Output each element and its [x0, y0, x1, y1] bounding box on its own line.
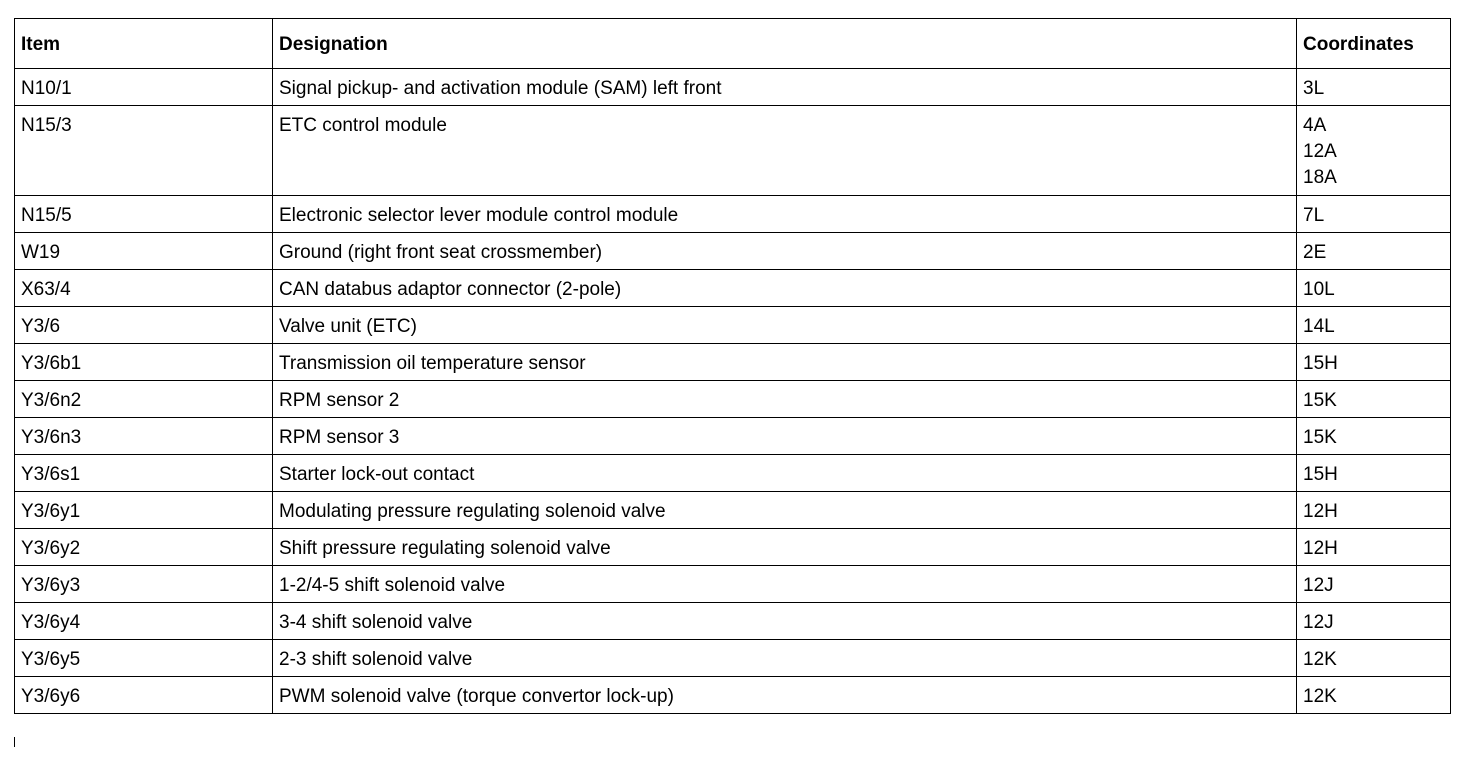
designation-text: ETC control module [273, 106, 1297, 196]
table-row [15, 677, 1451, 714]
item-code: Y3/6b1 [15, 344, 273, 381]
designation-text: CAN databus adaptor connector (2-pole) [273, 270, 1297, 307]
coordinate-value: 12H [1303, 501, 1338, 522]
designation-text: 1-2/4-5 shift solenoid valve [273, 566, 1297, 603]
coordinate-value: 10L [1303, 279, 1335, 300]
table-body [15, 69, 1451, 714]
item-code: Y3/6y2 [15, 529, 273, 566]
table-row [15, 270, 1451, 307]
table-row [15, 307, 1451, 344]
table-row [15, 381, 1451, 418]
table-row [15, 69, 1451, 106]
designation-text: Shift pressure regulating solenoid valve [273, 529, 1297, 566]
item-code: Y3/6y1 [15, 492, 273, 529]
coordinates-cell [1297, 455, 1451, 492]
header-designation: Designation [273, 19, 1297, 69]
table-row [15, 455, 1451, 492]
table-row [15, 492, 1451, 529]
coordinate-value: 4A [1303, 115, 1327, 136]
coordinates-cell [1297, 381, 1451, 418]
coordinates-cell [1297, 106, 1451, 196]
table-header [15, 19, 1451, 69]
coordinate-value: 12J [1303, 575, 1334, 596]
item-code: Y3/6 [15, 307, 273, 344]
coordinates-cell [1297, 344, 1451, 381]
table-row [15, 344, 1451, 381]
item-code: N15/5 [15, 196, 273, 233]
coordinates-cell [1297, 196, 1451, 233]
table-row [15, 529, 1451, 566]
coordinate-value: 12J [1303, 612, 1334, 633]
coordinates-cell [1297, 529, 1451, 566]
coordinate-value: 15H [1303, 353, 1338, 374]
item-code: Y3/6y4 [15, 603, 273, 640]
coordinate-value: 14L [1303, 316, 1335, 337]
coordinates-cell [1297, 418, 1451, 455]
header-item: Item [15, 19, 273, 69]
designation-text: RPM sensor 2 [273, 381, 1297, 418]
item-code: Y3/6y5 [15, 640, 273, 677]
coordinate-value: 12A [1303, 141, 1337, 162]
coordinate-value: 18A [1303, 167, 1337, 188]
coordinate-value: 12K [1303, 686, 1337, 707]
coordinate-value: 15H [1303, 464, 1338, 485]
designation-text: Starter lock-out contact [273, 455, 1297, 492]
coordinates-cell [1297, 677, 1451, 714]
item-code: Y3/6y3 [15, 566, 273, 603]
item-code: Y3/6s1 [15, 455, 273, 492]
table-row [15, 106, 1451, 196]
coordinate-value: 12H [1303, 538, 1338, 559]
coordinates-cell [1297, 69, 1451, 106]
designation-text: PWM solenoid valve (torque convertor lock-up) [273, 677, 1297, 714]
item-code: W19 [15, 233, 273, 270]
coordinate-value: 12K [1303, 649, 1337, 670]
designation-text: RPM sensor 3 [273, 418, 1297, 455]
component-legend-table [14, 18, 1451, 714]
coordinates-cell [1297, 270, 1451, 307]
designation-text: Valve unit (ETC) [273, 307, 1297, 344]
coordinate-value: 15K [1303, 427, 1337, 448]
coordinates-cell [1297, 492, 1451, 529]
table-row [15, 566, 1451, 603]
item-code: Y3/6n2 [15, 381, 273, 418]
designation-text: Modulating pressure regulating solenoid valve [273, 492, 1297, 529]
designation-text: 2-3 shift solenoid valve [273, 640, 1297, 677]
table-row [15, 196, 1451, 233]
designation-text: Electronic selector lever module control module [273, 196, 1297, 233]
coordinates-cell [1297, 566, 1451, 603]
coordinates-cell [1297, 640, 1451, 677]
header-coordinates: Coordinates [1297, 19, 1451, 69]
table-row [15, 640, 1451, 677]
table-row [15, 233, 1451, 270]
coordinate-value: 2E [1303, 242, 1327, 263]
coordinates-cell [1297, 603, 1451, 640]
designation-text: 3-4 shift solenoid valve [273, 603, 1297, 640]
table-row [15, 603, 1451, 640]
header-row [15, 19, 1451, 69]
coordinates-cell [1297, 307, 1451, 344]
designation-text: Transmission oil temperature sensor [273, 344, 1297, 381]
item-code: N10/1 [15, 69, 273, 106]
table-row [15, 418, 1451, 455]
coordinates-cell [1297, 233, 1451, 270]
designation-text: Signal pickup- and activation module (SAM) left front [273, 69, 1297, 106]
coordinate-value: 3L [1303, 78, 1325, 99]
margin-tick-mark [14, 737, 15, 747]
item-code: Y3/6n3 [15, 418, 273, 455]
coordinate-value: 15K [1303, 390, 1337, 411]
designation-text: Ground (right front seat crossmember) [273, 233, 1297, 270]
item-code: X63/4 [15, 270, 273, 307]
item-code: Y3/6y6 [15, 677, 273, 714]
item-code: N15/3 [15, 106, 273, 196]
coordinate-value: 7L [1303, 205, 1325, 226]
